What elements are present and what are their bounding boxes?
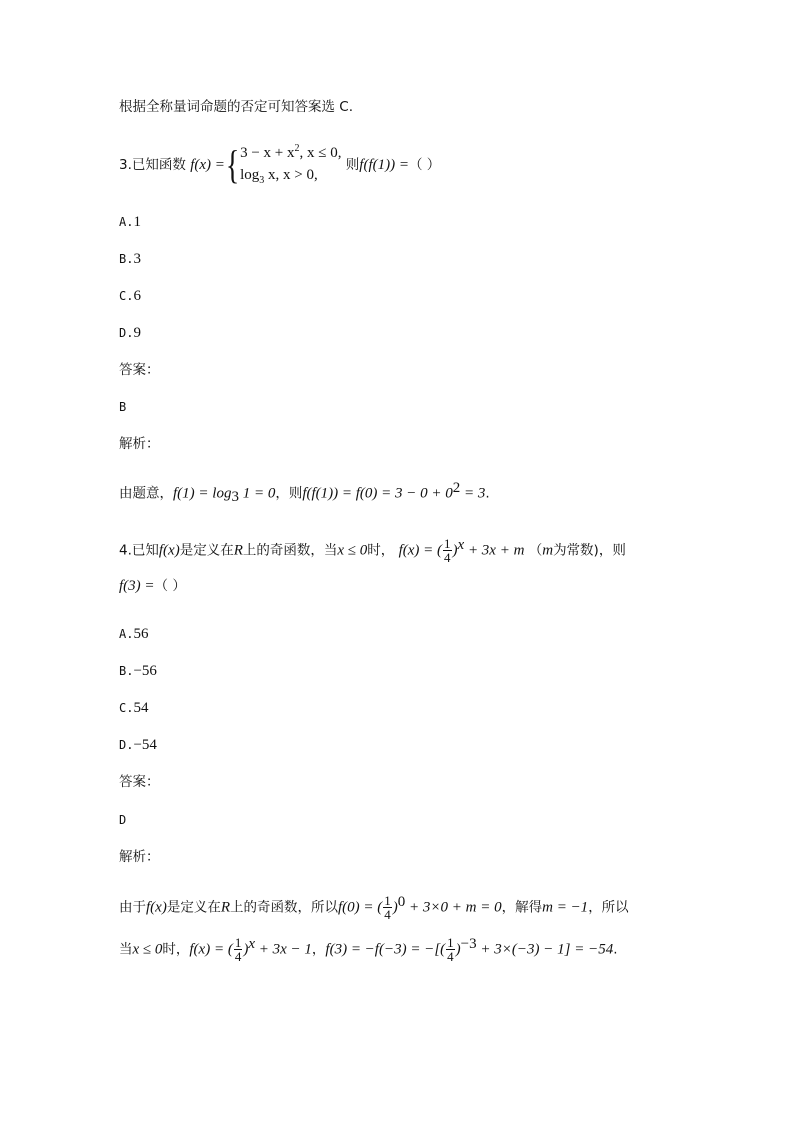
fraction-one-quarter: $\frac{1}{4}$ <box>447 935 454 964</box>
q3-number: 3. <box>119 157 132 173</box>
q4-option-b: B.−56 <box>119 663 157 679</box>
q3-analysis-label: 解析： <box>119 436 160 452</box>
q4-analysis-line1: 由于f(x)是定义在R上的奇函数，所以f(0) = ( $\frac{1}{4}$ )$^0$ + 3×0 + m = 0，解得m = −1，所以 <box>119 893 629 922</box>
q4-stem-line2: f(3) =（ ） <box>119 578 186 594</box>
q3-stem <box>119 138 440 192</box>
q4-option-c: C.54 <box>119 700 149 716</box>
q4-analysis-label: 解析： <box>119 849 160 865</box>
left-brace-icon: { <box>225 142 240 187</box>
q4-option-a: A.56 <box>119 626 149 642</box>
q3-answer-label: 答案： <box>119 362 160 378</box>
q3-case2: $\log_3 x$, x > 0, <box>240 167 318 186</box>
q3-option-b: B.3 <box>119 251 141 267</box>
q4-answer: D <box>119 813 127 827</box>
q4-stem-line1: 4.已知f(x)是定义在R上的奇函数，当x ≤ 0时， f(x) = ( $\frac{1}{4}$ )$^x$ + 3x + m （m为常数)，则 <box>119 536 626 565</box>
q3-option-d: D.9 <box>119 325 141 341</box>
q4-answer-label: 答案： <box>119 774 160 790</box>
q4-analysis-line2: 当x ≤ 0时，f(x) = ( $\frac{1}{4}$ )$^x$ + 3x − 1，f(3) = −f(−3) = −[( $\frac{1}{4}$ )$^{-3}$ + 3×(−3) − 1] = −54. <box>119 935 618 964</box>
q3-blank: （ ） <box>408 157 441 173</box>
q3-question: 则 <box>345 157 360 173</box>
fraction-one-quarter: $\frac{1}{4}$ <box>384 893 391 922</box>
fraction-one-quarter: $\frac{1}{4}$ <box>444 536 451 565</box>
q3-piecewise <box>240 138 341 192</box>
intro-text: 根据全称量词命题的否定可知答案选 C. <box>119 99 354 115</box>
q4-option-d: D.−54 <box>119 737 157 753</box>
q3-analysis: 由题意，$f(1) = \log_3 1 = 0$，则$f(f(1)) = f(0) = 3 - 0 + 0^2 = 3$. <box>119 480 490 506</box>
q3-fx: f(x) = <box>190 157 225 173</box>
q3-option-a: A.1 <box>119 214 141 230</box>
q3-case1: $3 - x + x^2$, x ≤ 0, <box>240 143 342 161</box>
fraction-one-quarter: $\frac{1}{4}$ <box>234 935 242 964</box>
q3-option-c: C.6 <box>119 288 141 304</box>
q3-answer: B <box>119 400 127 414</box>
q3-ask: f(f(1)) = <box>359 157 409 173</box>
q3-prefix: 已知函数 <box>131 157 186 173</box>
